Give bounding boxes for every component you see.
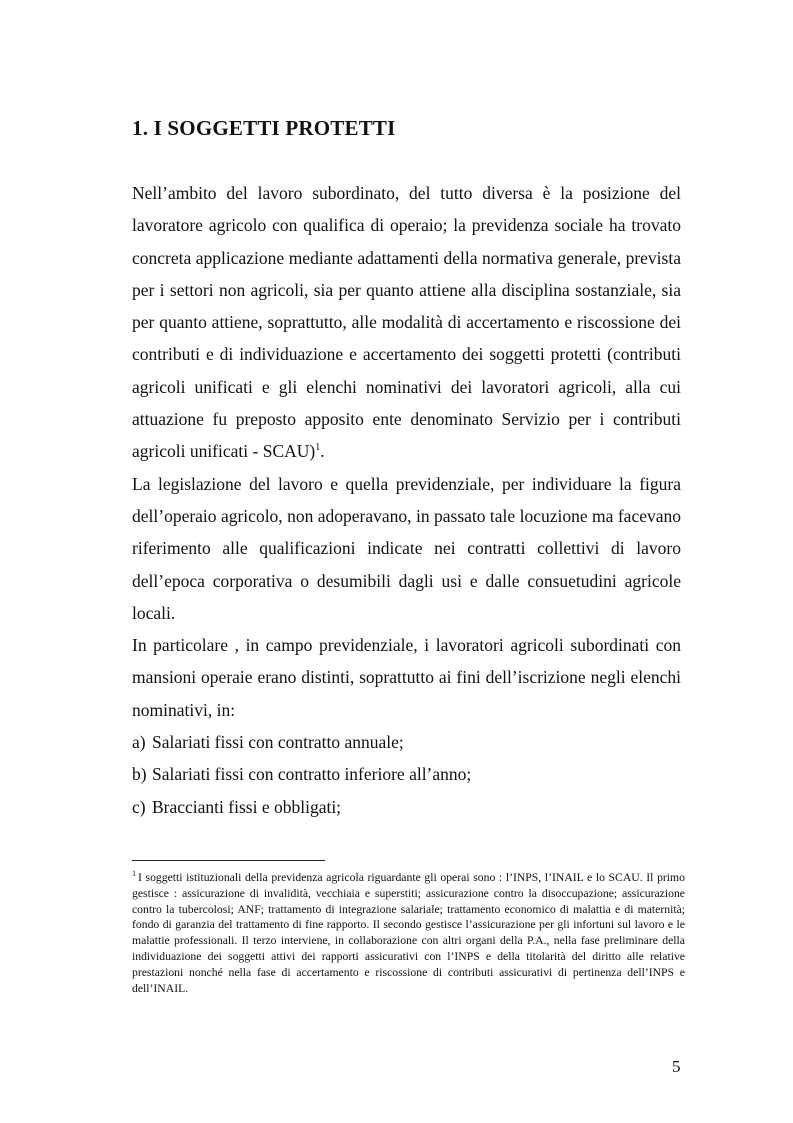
paragraph-1	[132, 177, 681, 468]
list-item-label: c)	[132, 796, 146, 817]
list-item-label: b)	[132, 764, 147, 785]
list-item	[132, 758, 681, 790]
list-item	[132, 726, 681, 758]
paragraph-1-text: Nell’ambito del lavoro subordinato, del tutto diversa è la posizione del lavoratore agricolo con qualifica di operaio; la previdenza sociale ha trovato concreta applicazione mediante adattamenti della normativa generale, prevista per i settori non agricoli, sia per quanto attiene alla disciplina sostanziale, sia per quanto attiene, soprattutto, alle modalità di accertamento e riscossione dei contributi e di individuazione e accertamento dei soggetti protetti (contributi agricoli unificati e gli elenchi nominativi dei lavoratori agricoli, alla cui attuazione fu preposto apposito ente denominato Servizio per i contributi agricoli unificati - SCAU)	[132, 183, 681, 462]
footnote-text: I soggetti istituzionali della previdenza agricola riguardante gli operai sono : l’INPS, l’INAIL e lo SCAU. Il primo gestisce : assicurazione di invalidità, vecchiaia e superstiti; assicurazione contro la disoccupazione; assicurazione contro la tubercolosi; ANF; trattamento di integrazione salariale; trattamento economico di malattia e di maternità; fondo di garanzia del trattamento di fine rapporto. Il secondo gestisce l’assicurazione per gli infortuni sul lavoro e le malattie professionali. Il terzo interviene, in collaborazione con altri organi della P.A., nella fase preliminare della individuazione dei soggetti attivi dei rapporti assicurativi con l’INPS e della titolarità del diritto alle relative prestazioni nonché nella fase di accertamento e riscossione di contributi assicurativi di pertinenza dell’INPS e dell’INAIL.	[132, 871, 685, 995]
list-item-text: Salariati fissi con contratto inferiore all’anno;	[152, 764, 472, 785]
paragraph-2: La legislazione del lavoro e quella previdenziale, per individuare la figura dell’operaio agricolo, non adoperavano, in passato tale locuzione ma facevano riferimento alle qualificazioni indicate nei contratti collettivi di lavoro dell’epoca corporativa o desumibili dagli usi e dalle consuetudini agricole locali.	[132, 473, 681, 623]
body-text	[132, 177, 681, 823]
footnote	[132, 870, 685, 996]
paragraph-1-end: .	[320, 441, 325, 462]
footnote-number: 1	[132, 869, 136, 879]
footnote-separator	[132, 860, 325, 861]
list-item	[132, 791, 681, 823]
paragraph-3: In particolare , in campo previdenziale, i lavoratori agricoli subordinati con mansioni operaie erano distinti, soprattutto ai fini dell’iscrizione negli elenchi nominativi, in:	[132, 635, 681, 720]
footnote-reference[interactable]: 1	[315, 442, 321, 454]
list-item-text: Salariati fissi con contratto annuale;	[152, 732, 404, 753]
list-item-label: a)	[132, 732, 146, 753]
page-number: 5	[672, 1057, 681, 1076]
section-heading: 1. I SOGGETTI PROTETTI	[132, 116, 396, 140]
list-item-text: Braccianti fissi e obbligati;	[152, 796, 342, 817]
